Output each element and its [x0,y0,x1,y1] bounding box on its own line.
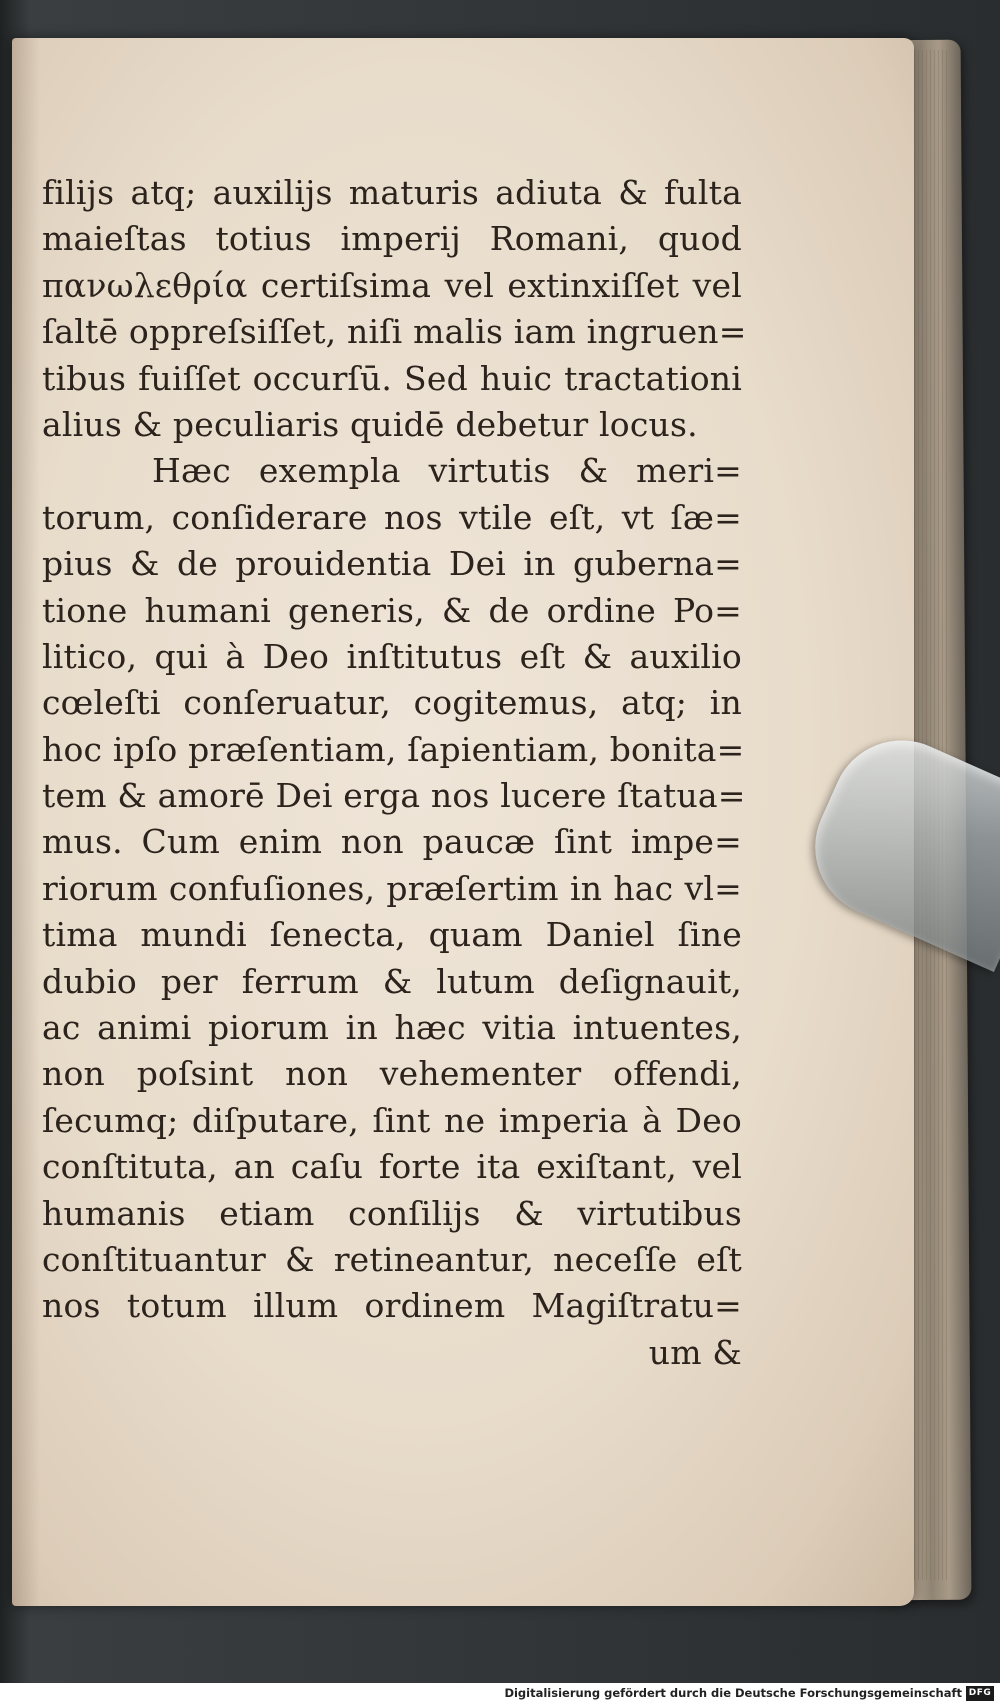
text-line: tione humani generis, & de ordine Po= [42,590,742,630]
footer-bar [0,1683,1000,1705]
text-line: tem & amorē Dei erga nos lucere ſtatua= [42,776,746,816]
text-line: ac animi piorum in hæc vitia intuentes, [42,1008,742,1048]
digitization-credit: Digitalisierung gefördert durch die Deutsche Forschungsgemeinschaft [504,1686,962,1700]
text-line: humanis etiam conſilijs & virtutibus [42,1193,742,1233]
page-text-block [42,170,747,1376]
text-line: dubio per ferrum & lutum deſignauit, [42,961,742,1001]
text-line: litico, qui à Deo inſtitutus eſt & auxilio [42,636,742,676]
text-line: ſecumq; diſputare, ſint ne imperia à Deo [42,1100,742,1140]
text-line: alius & peculiaris quidē debetur locus. [42,404,698,444]
text-line: ſaltē oppreſsiſſet, niſi malis iam ingruen= [42,312,747,352]
text-line: conſtituantur & retineantur, neceſſe eſt [42,1239,742,1279]
text-line: tibus fuiſſet occurſū. Sed huic tractationi [42,358,742,398]
catchword: um & [648,1332,742,1372]
text-line: πανωλεθρία certiſsima vel extinxiſſet vel [42,265,742,305]
text-line: hoc ipſo præſentiam, ſapientiam, bonita= [42,729,745,769]
text-line: non poſsint non vehementer offendi, [42,1054,742,1094]
text-line: pius & de prouidentia Dei in guberna= [42,544,742,584]
text-line: Hæc exempla virtutis & meri= [152,451,742,491]
text-line: filijs atq; auxilijs maturis adiuta & fulta [42,173,742,212]
book-page [12,38,914,1606]
text-line: nos totum illum ordinem Magiſtratu= [42,1286,742,1326]
text-line: mus. Cum enim non paucæ ſint impe= [42,822,742,862]
text-line: maieſtas totius imperij Romani, quod [42,219,742,259]
dfg-logo-icon: DFG [966,1686,994,1701]
text-line: torum, conſiderare nos vtile eſt, vt ſæ= [42,497,742,537]
text-line: cœleſti conſeruatur, cogitemus, atq; in [42,683,742,723]
text-line: tima mundi ſenecta, quam Daniel ſine [42,915,742,955]
text-line: riorum confuſiones, præſertim in hac vl= [42,868,742,908]
text-line: conſtituta, an caſu forte ita exiſtant, vel [42,1147,742,1187]
